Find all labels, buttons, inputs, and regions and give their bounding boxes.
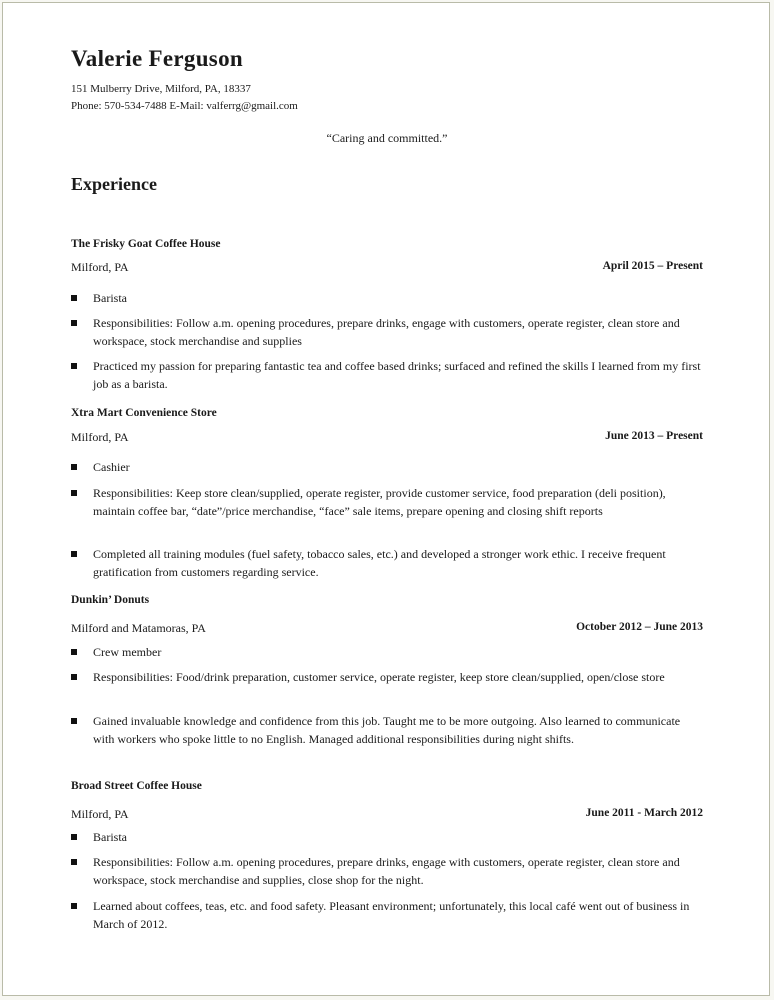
job-company: The Frisky Goat Coffee House: [71, 238, 221, 250]
bullet-square-icon: [71, 859, 77, 865]
job-location: Milford, PA: [71, 430, 129, 444]
job-company: Xtra Mart Convenience Store: [71, 407, 217, 419]
job-bullet: Crew member: [71, 643, 703, 661]
job-bullet: Responsibilities: Food/drink preparation, customer service, operate register, keep store clean/supplied, open/close store: [71, 668, 703, 686]
job-bullet: Completed all training modules (fuel safety, tobacco sales, etc.) and developed a stronger work ethic. I receive frequent gratification from customers regarding service.: [71, 545, 703, 581]
job-location: Milford and Matamoras, PA: [71, 621, 206, 635]
tagline-quote: “Caring and committed.”: [326, 131, 448, 145]
job-bullet: Responsibilities: Follow a.m. opening procedures, prepare drinks, engage with customers, operate register, clean store and workspace, stock merchandise and supplies: [71, 314, 703, 350]
job-bullet: Barista: [71, 828, 703, 846]
job-dates: June 2013 – Present: [605, 430, 703, 442]
bullet-square-icon: [71, 363, 77, 369]
section-heading-experience: Experience: [71, 174, 157, 194]
bullet-square-icon: [71, 649, 77, 655]
job-bullet: Learned about coffees, teas, etc. and food safety. Pleasant environment; unfortunately, this local café went out of business in March of 2012.: [71, 897, 703, 933]
bullet-square-icon: [71, 834, 77, 840]
job-dates: October 2012 – June 2013: [576, 621, 703, 633]
bullet-square-icon: [71, 295, 77, 301]
bullet-square-icon: [71, 718, 77, 724]
job-bullet: Practiced my passion for preparing fantastic tea and coffee based drinks; surfaced and refined the skills I learned from my first job as a barista.: [71, 357, 703, 393]
bullet-square-icon: [71, 551, 77, 557]
bullet-square-icon: [71, 674, 77, 680]
job-location: Milford, PA: [71, 807, 129, 821]
bullet-square-icon: [71, 903, 77, 909]
job-bullet: Cashier: [71, 458, 703, 476]
job-company: Dunkin’ Donuts: [71, 594, 150, 606]
job-bullet: Gained invaluable knowledge and confidence from this job. Taught me to be more outgoing. Also learned to communicate with workers who spoke little to no English. Managed additional responsibilities during night shifts.: [71, 712, 703, 748]
job-company: Broad Street Coffee House: [71, 780, 202, 792]
job-dates: April 2015 – Present: [602, 260, 703, 272]
contact-line: Phone: 570-534-7488 E-Mail: valferrg@gmail.com: [71, 100, 298, 112]
address-line: 151 Mulberry Drive, Milford, PA, 18337: [71, 83, 251, 95]
bullet-square-icon: [71, 490, 77, 496]
bullet-square-icon: [71, 464, 77, 470]
job-bullet: Responsibilities: Keep store clean/supplied, operate register, provide customer service, food preparation (deli position), maintain coffee bar, “date”/price merchandise, “face” sale items, prepare opening and closing shift reports: [71, 484, 703, 520]
candidate-name: Valerie Ferguson: [71, 46, 243, 71]
job-location: Milford, PA: [71, 260, 129, 274]
bullet-square-icon: [71, 320, 77, 326]
job-bullet: Responsibilities: Follow a.m. opening procedures, prepare drinks, engage with customers, operate register, clean store and workspace, stock merchandise and supplies, close shop for the night.: [71, 853, 703, 889]
job-dates: June 2011 - March 2012: [585, 807, 703, 819]
job-bullet: Barista: [71, 289, 703, 307]
